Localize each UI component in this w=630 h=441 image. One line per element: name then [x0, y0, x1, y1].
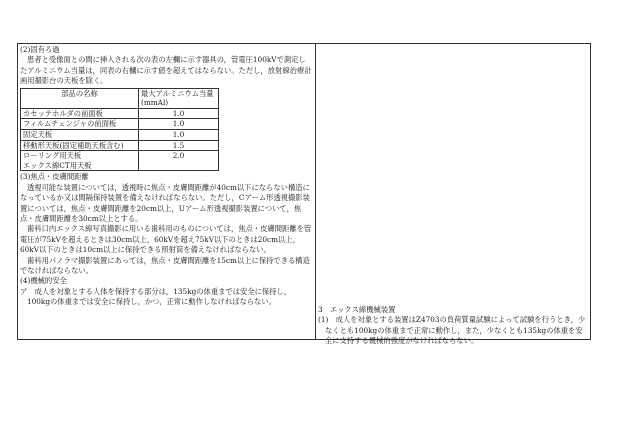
table-header-max-al: 最大アルミニウム当量(mmAl) — [139, 88, 219, 108]
section-2-body: 患者と受像面との間に挿入される次の表の左欄に示す器具の，管電圧100kVで測定したアルミニウム当量は，同表の右欄に示す値を超えてはならない。ただし，放射線治療計画用撮影台の天板を除く。 — [20, 55, 312, 86]
right-section-3-heading: 3 エックス線機械装置 — [318, 305, 396, 314]
table-cell-value: 1.0 — [139, 130, 219, 141]
aluminium-equivalent-table — [20, 88, 219, 172]
right-section-3-item-1: (1) 成人を対象とする装置はZ4703の負荷質量試験によって試験を行うとき，少なくとも100kgの体重まで正常に動作し，また，少なくとも135kgの体重を安全に支持する機械的強度がなければならない。 — [318, 315, 586, 346]
section-4-item-a: ア 成人を対象とする人体を保持する部分は，135kgの体重までは安全に保持し，100kgの体重までは安全に保持し，かつ，正常に動作しなければならない。 — [20, 286, 292, 307]
left-column — [20, 45, 312, 308]
table-cell-name: フィルムチェンジャの前面板 — [21, 119, 139, 130]
table-row — [21, 108, 219, 119]
table-cell-name: カセッテホルダの前面板 — [21, 108, 139, 119]
table-row — [21, 151, 219, 171]
section-2-heading: (2)固有ろ過 — [20, 45, 60, 54]
section-3-paragraph-1: 透視可能な装置については，透視時に焦点・皮膚間距離が40cm以下にならない構造になっているか又は間隔保持装置を備えなければならない。ただし，Cアーム形透視撮影装置については，焦点・皮膚間距離を20cm以上，Uアーム形透視撮影装置について，焦点・皮膚間距離を30cm以上とする。 — [20, 182, 310, 223]
table-cell-value: 2.0 — [139, 151, 219, 171]
table-header-part-name: 部品の名称 — [21, 88, 139, 108]
table-cell-value: 1.0 — [139, 108, 219, 119]
table-header-row — [21, 88, 219, 108]
column-divider — [315, 43, 316, 340]
section-4-heading: (4)機械的安全 — [20, 276, 67, 286]
table-cell-value: 1.0 — [139, 119, 219, 130]
right-column — [318, 305, 588, 347]
table-row — [21, 130, 219, 141]
table-cell-value: 1.5 — [139, 140, 219, 151]
table-cell-name: 固定天板 — [21, 130, 139, 141]
table-row — [21, 140, 219, 151]
section-3-heading: (3)焦点・皮膚間距離 — [20, 172, 89, 182]
table-row — [21, 119, 219, 130]
section-3-paragraph-2: 歯科口内エックス線写真撮影に用いる歯科用のものについては，焦点・皮膚間距離を管電圧が75kVを超えるときは30cm以上，60kVを超え75kV以下のときは20cm以上，60kV以下のときは10cm以上に保持できる照射筒を備えなければならない。 — [20, 224, 312, 255]
table-cell-name: 移動形天板(固定補助天板含む) — [21, 140, 139, 151]
table-cell-name: ローリング用天板 エックス線CT用天板 — [21, 151, 139, 171]
section-3-paragraph-3: 歯科用パノラマ撮影装置にあっては，焦点・皮膚間距離を15cm以上に保持できる構造でなければならない。 — [20, 255, 310, 276]
